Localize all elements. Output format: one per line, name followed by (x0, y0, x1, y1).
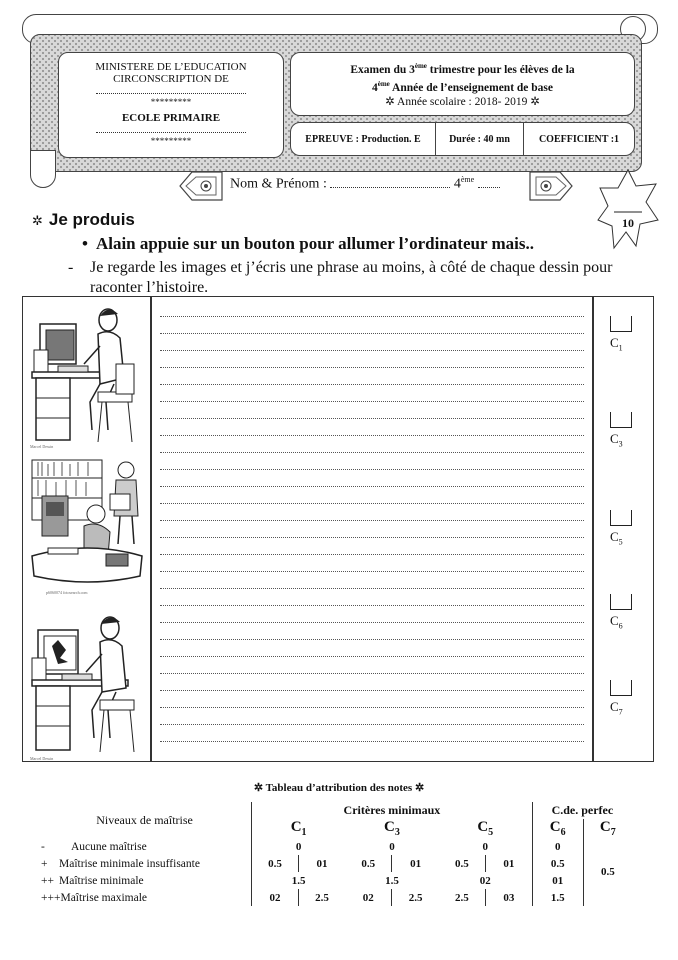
image-column-divider (150, 296, 152, 762)
image-computer-user-2 (28, 612, 146, 758)
star-ornament-icon: ✲ (385, 95, 395, 108)
instruction-dash: - (68, 259, 74, 276)
score-cell-c6: 01 (532, 872, 583, 889)
criterion-mark-c5 (610, 510, 638, 547)
image-1-caption: Marcel Dessin (30, 444, 54, 449)
task-instruction (68, 258, 628, 298)
circonscription-line (96, 93, 246, 94)
asterisk-icon: ✲ (32, 213, 43, 228)
writing-line[interactable] (160, 554, 584, 555)
exam-info-box (290, 52, 635, 116)
star-ornament-icon: ✲ (530, 95, 540, 108)
criteria-column-divider (592, 296, 594, 762)
stars-1: ********* (150, 97, 192, 107)
writing-line[interactable] (160, 469, 584, 470)
student-name-line (230, 175, 500, 193)
school-label: ECOLE PRIMAIRE (121, 112, 221, 124)
score-cell-c5: 2.5 (439, 889, 486, 906)
writing-line[interactable] (160, 418, 584, 419)
min-criteria-header: Critères minimaux (252, 802, 533, 819)
column-header-c7: $C_7$ (599, 819, 616, 838)
grading-row (38, 838, 632, 855)
score-cell-c6: 0 (532, 838, 583, 855)
level-label: +Maîtrise minimale insuffisante (38, 855, 252, 872)
ornament-right-icon (528, 166, 574, 206)
score-cell-c3: 02 (345, 889, 392, 906)
grading-header-row-1 (38, 802, 632, 819)
school-line (96, 132, 246, 133)
grading-row (38, 872, 632, 889)
grading-row (38, 889, 632, 906)
task-prompt: • Alain appuie sur un bouton pour allumer l’ordinateur mais.. (82, 234, 534, 253)
score-cell-c3: 1.5 (385, 874, 399, 887)
coefficient-label: COEFFICIENT :1 (538, 133, 620, 145)
score-cell-c5: 03 (486, 889, 533, 906)
writing-line[interactable] (160, 605, 584, 606)
class-input[interactable] (478, 187, 500, 188)
writing-line[interactable] (160, 401, 584, 402)
writing-line[interactable] (160, 741, 584, 742)
score-cell-c3: 01 (410, 857, 422, 870)
score-cell-c5: 0 (439, 838, 533, 855)
criterion-label: $C_1$ (610, 335, 623, 353)
school-year: ✲ Année scolaire : 2018- 2019 ✲ (385, 95, 540, 108)
writing-line[interactable] (160, 435, 584, 436)
criterion-checkbox[interactable] (610, 316, 632, 332)
criterion-mark-c1 (610, 316, 638, 353)
image-3-caption: Marcel Dessin (30, 756, 54, 761)
score-cell-c1: 0 (295, 840, 302, 853)
column-header-c1: $C_1$ (290, 819, 307, 838)
writing-line[interactable] (160, 639, 584, 640)
score-cell-c5: 02 (439, 872, 533, 889)
image-computer-user-1 (28, 302, 146, 448)
writing-line[interactable] (160, 384, 584, 385)
writing-line[interactable] (160, 452, 584, 453)
levels-header: Niveaux de maîtrise (38, 802, 252, 838)
score-cell-c1: 02 (252, 889, 299, 906)
writing-line[interactable] (160, 707, 584, 708)
coefficient-cell (524, 123, 634, 155)
criterion-mark-c7 (610, 680, 638, 717)
ornament-left-icon (178, 166, 224, 206)
column-header-c3: $C_3$ (384, 819, 400, 838)
bullet-icon: • (82, 234, 88, 253)
school-info-box (58, 52, 284, 158)
level-label: ++Maîtrise minimale (38, 872, 252, 889)
class-level-sup: ème (460, 175, 475, 184)
criterion-checkbox[interactable] (610, 680, 632, 696)
name-input[interactable] (330, 187, 450, 188)
score-cell-c6: 0.5 (532, 855, 583, 872)
writing-line[interactable] (160, 588, 584, 589)
score-cell-c1: 2.5 (315, 891, 329, 904)
criterion-label: $C_7$ (610, 699, 623, 717)
exam-details-box (290, 122, 635, 156)
writing-line[interactable] (160, 520, 584, 521)
writing-line[interactable] (160, 656, 584, 657)
score-cell-c1: 1.5 (291, 874, 306, 887)
grading-title: ✲ Tableau d’attribution des notes ✲ (253, 782, 425, 794)
scroll-bottom-roll (30, 150, 56, 188)
duree-cell (436, 123, 524, 155)
writing-line[interactable] (160, 622, 584, 623)
writing-line[interactable] (160, 690, 584, 691)
perf-criteria-header: C.de. perfec (551, 803, 614, 817)
writing-line[interactable] (160, 673, 584, 674)
writing-line[interactable] (160, 350, 584, 351)
exam-title-line2: 4ème Année de l’enseignement de base (371, 79, 554, 94)
criterion-checkbox[interactable] (610, 412, 632, 428)
criterion-mark-c3 (610, 412, 638, 449)
criterion-mark-c6 (610, 594, 638, 631)
stars-2: ********* (150, 136, 192, 146)
writing-line[interactable] (160, 316, 584, 317)
score-cell-c1: 01 (316, 857, 328, 870)
score-cell-c1: 0.5 (252, 855, 299, 872)
column-header-c6: $C_6$ (532, 819, 583, 838)
writing-line[interactable] (160, 486, 584, 487)
writing-line[interactable] (160, 537, 584, 538)
epreuve-label: EPREUVE : Production. E (305, 133, 421, 145)
score-max: 10 (622, 216, 634, 230)
score-cell-c3: 0 (389, 840, 395, 853)
criterion-checkbox[interactable] (610, 510, 632, 526)
criterion-label: $C_5$ (610, 529, 623, 547)
image-library-computer (28, 456, 146, 590)
score-cell-c5: 01 (486, 855, 533, 872)
score-star-badge (596, 168, 660, 260)
class-level: 4 (453, 176, 461, 192)
instruction-text: Je regarde les images et j’écris une phrase au moins, à côté de chaque dessin pour raconter l’histoire. (90, 259, 613, 296)
writing-line[interactable] (160, 503, 584, 504)
column-header-c5: $C_5$ (439, 819, 533, 838)
image-2-caption: p6060074 fotosearch.com (46, 590, 88, 595)
level-label: +++Maîtrise maximale (38, 889, 252, 906)
criterion-label: $C_6$ (610, 613, 623, 631)
grading-body (38, 838, 632, 906)
writing-line[interactable] (160, 571, 584, 572)
grading-row (38, 855, 632, 872)
score-cell-c7: 0.5 (600, 866, 615, 878)
asterisk-icon: ✲ (253, 782, 264, 794)
writing-line[interactable] (160, 724, 584, 725)
duree-label: Durée : 40 mn (449, 133, 510, 145)
score-cell-c6: 1.5 (532, 889, 583, 906)
circonscription-label: CIRCONSCRIPTION DE (113, 73, 229, 85)
grading-table (38, 802, 632, 906)
level-label: -Aucune maîtrise (38, 838, 252, 855)
name-label: Nom & Prénom : (230, 176, 331, 192)
ministry-label: MINISTERE DE L’EDUCATION (95, 61, 247, 73)
task-heading: ✲ Je produis (32, 210, 135, 229)
exam-title-line1: Examen du 3ème trimestre pour les élèves de la (350, 62, 575, 76)
criterion-checkbox[interactable] (610, 594, 632, 610)
writing-line[interactable] (160, 367, 584, 368)
score-cell-c5: 0.5 (439, 855, 486, 872)
epreuve-cell (291, 123, 436, 155)
asterisk-icon: ✲ (414, 782, 425, 794)
score-cell-c3: 2.5 (408, 891, 423, 904)
writing-line[interactable] (160, 333, 584, 334)
score-cell-c3: 0.5 (345, 855, 392, 872)
criterion-label: $C_3$ (610, 431, 623, 449)
